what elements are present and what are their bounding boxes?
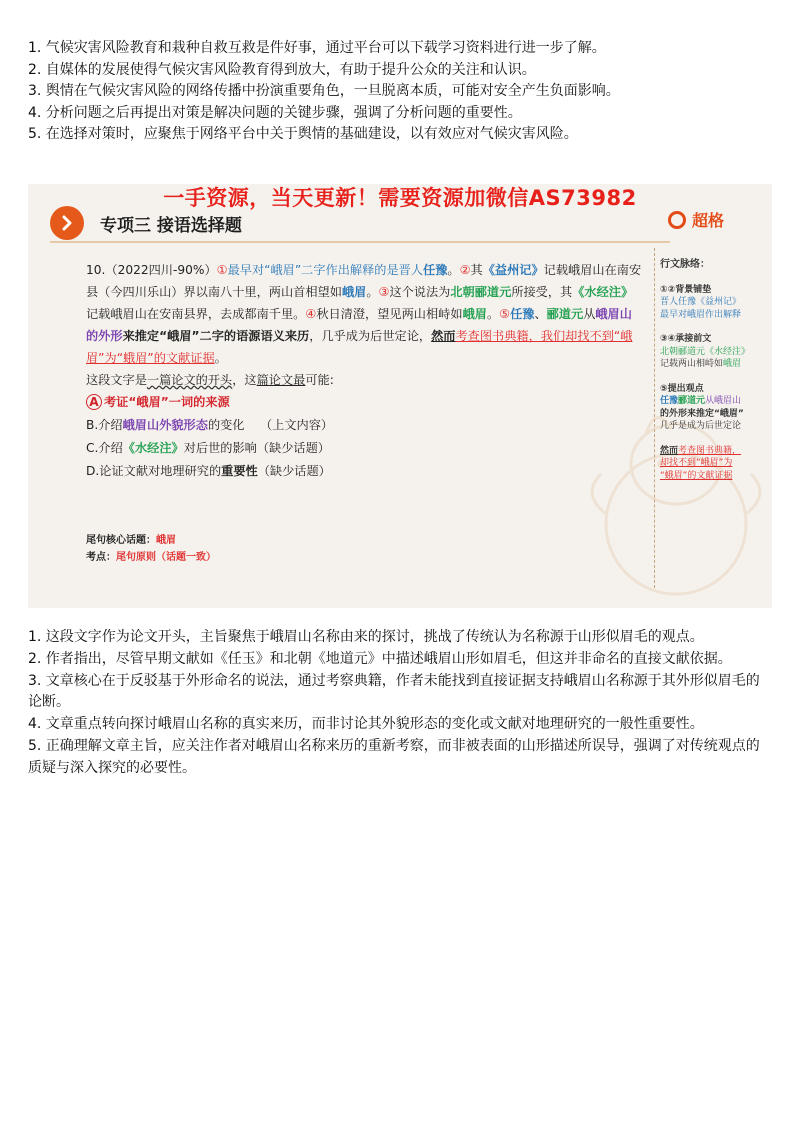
text-p12: 来推定“峨眉”二字的 [122, 329, 237, 343]
text-p3: 记载峨眉山在南安县（今四川乐山）界以南八十里，两山首相望如 [86, 263, 642, 299]
hl-emei-1: 峨眉 [341, 285, 367, 299]
marker-4: ④ [305, 307, 317, 321]
block-1-title: ①②背景铺垫 [660, 284, 712, 295]
block-1-line-2: 最早对峨眉作出解释 [660, 309, 742, 320]
block-3-line-1c: 从峨眉山 [705, 396, 742, 406]
text-p7: 记载峨眉山在安南县界，去成都南千里。 [86, 307, 306, 321]
block-2-line-2 [660, 358, 768, 371]
block-4-line-3: “蛾眉”的文献证据 [660, 470, 733, 481]
prompt-e: 可能: [305, 373, 334, 387]
structure-block-4 [660, 445, 768, 483]
block-2-line-2a: 记载两山相峙如 [660, 359, 724, 369]
hl-ranger: 然而 [431, 329, 456, 343]
top-point-3: 3. 舆情在气候灾害风险的网络传播中扮演重要角色，一旦脱离本质，可能对安全产生负面影响。 [28, 83, 620, 99]
marker-3: ③ [378, 285, 390, 299]
text-p13: 语源语义来历 [236, 329, 310, 343]
block-3-line-1a: 任豫 [660, 396, 679, 406]
top-point-4: 4. 分析问题之后再提出对策是解决问题的关键步骤，强调了分析问题的重要性。 [28, 104, 522, 121]
block-2-line-1: 北朝郦道元《水经注》 [660, 346, 751, 357]
prompt-a: 这段文字是 [86, 373, 147, 387]
hl-li-daoyuan-2: 郦道元 [546, 307, 584, 321]
hl-emei-2: 峨眉 [462, 307, 487, 321]
block-4-line-1 [660, 445, 768, 458]
option-c-hl: 《水经注》 [122, 441, 184, 455]
question-passage [86, 259, 642, 369]
block-4-line-2: 却找不到“峨眉”为 [660, 458, 733, 468]
block-3-title: ⑤提出观点 [660, 383, 704, 394]
bottom-point-5: 5. 正确理解文章主旨，应关注作者对峨眉山名称来历的重新考察，而非被表面的山形描述所误导，强调了对传统观点的质疑与深入探究的必要性。 [28, 737, 760, 776]
hl-ren-yu-2: 任豫 [510, 307, 535, 321]
marker-2: ② [459, 263, 471, 277]
marker-1: ① [216, 263, 228, 277]
core-topic [86, 532, 216, 549]
lecture-slide [28, 184, 772, 608]
option-c-note: （缺少话题） [256, 441, 330, 455]
bottom-point-2: 2. 作者指出，尽管早期文献如《任玉》和北朝《地道元》中描述峨眉山形如眉毛，但这并非命名的直接文献依据。 [28, 650, 732, 667]
punct-10: 、 [534, 307, 547, 321]
top-point-2: 2. 自媒体的发展使得气候灾害风险教育得到放大，有助于提升公众的关注和认识。 [28, 61, 536, 78]
marker-5: ⑤ [499, 307, 511, 321]
test-point-value: 尾句原则（话题一致） [116, 552, 216, 563]
section-title: 专项三 接语选择题 [100, 215, 242, 236]
option-c-suffix: 对后世的影响 [183, 441, 257, 455]
text-p14: ，几乎成为后世定论， [309, 329, 432, 343]
test-point [86, 549, 216, 566]
top-point-1: 1. 气候灾害风险教育和栽种自救互救是件好事，通过平台可以下载学习资料进行进一步了解。 [28, 40, 606, 56]
chevron-right-icon [50, 206, 84, 240]
brand-logo [668, 208, 724, 231]
sentence-1: 最早对“峨眉”二字作出解释的是晋人 [227, 263, 424, 277]
bottom-point-1: 1. 这段文字作为论文开头，主旨聚焦于峨眉山名称由来的探讨，挑战了传统认为名称源于山形似眉毛的观点。 [28, 629, 704, 645]
block-2-line-2b: 峨眉 [723, 359, 742, 369]
prompt-c: ，这 [232, 373, 257, 387]
structure-panel [660, 259, 768, 482]
question-number: 10.（2022四川-90%） [86, 263, 217, 277]
block-1-line-1: 晋人任豫《益州记》 [660, 297, 742, 307]
block-3-line-1b: 郦道元 [678, 396, 706, 406]
core-topic-label: 尾句核心话题： [86, 535, 156, 546]
punct-1: 。 [447, 263, 460, 277]
block-3-line-1 [660, 395, 768, 408]
text-p2: 其 [470, 263, 483, 277]
structure-heading: 行文脉络： [660, 259, 710, 270]
core-topic-value: 峨眉 [156, 535, 176, 546]
prompt-d: 篇论文最 [256, 373, 306, 387]
question-body [86, 259, 642, 483]
question-footer [86, 532, 216, 566]
hl-yizhouji: 《益州记》 [482, 263, 544, 277]
option-b-prefix: B.介绍 [86, 418, 123, 432]
brand-g-icon [668, 211, 686, 229]
option-d[interactable] [86, 460, 642, 483]
option-a-letter: A [86, 394, 102, 410]
option-d-prefix: D.论证文献对地理研究的 [86, 464, 222, 478]
header-divider [50, 241, 670, 243]
option-c[interactable] [86, 437, 642, 460]
bottom-point-3: 3. 文章核心在于反驳基于外形命名的说法，通过考察典籍，作者未能找到直接证据支持峨眉山名称源于其外形似眉毛的论断。 [28, 672, 760, 711]
text-p6: 所接受，其 [511, 285, 573, 299]
option-d-hl: 重要性 [221, 464, 258, 478]
block-4-line-1b: 考查图书典籍， [678, 445, 742, 456]
test-point-label: 考点： [86, 552, 116, 563]
option-a-text: 考证“峨眉”一词的来源 [104, 395, 230, 409]
option-b-hl: 峨眉山外貌形态 [122, 418, 208, 432]
punct-9: 。 [486, 307, 500, 321]
block-2-title: ③④承接前文 [660, 334, 712, 344]
prompt-b: 一篇论文的开头 [146, 373, 233, 387]
punct-4: 。 [366, 285, 379, 299]
hl-shuijingzhu: 《水经注》 [572, 285, 634, 299]
brand-name: 超格 [692, 211, 725, 230]
option-b-suffix: 的变化 [207, 418, 245, 432]
block-4-line-1a: 然而 [660, 445, 679, 456]
option-b[interactable] [86, 414, 642, 437]
option-c-prefix: C.介绍 [86, 441, 123, 455]
text-p5: 这个说法为 [389, 285, 451, 299]
hl-li-daoyuan: 北朝郦道元 [450, 285, 512, 299]
top-summary [28, 38, 778, 146]
option-b-note: （上文内容） [260, 418, 334, 432]
column-divider [654, 248, 655, 588]
option-d-note: （缺少话题） [257, 464, 331, 478]
block-3-line-3: 几乎是成为后世定论 [660, 421, 742, 431]
punct-15: 。 [214, 351, 227, 365]
block-3-line-2: 的外形来推定“峨眉” [660, 408, 744, 419]
hl-emei-shape: 峨眉山的外形 [86, 307, 632, 343]
bottom-summary [28, 627, 768, 780]
bottom-point-4: 4. 文章重点转向探讨峨眉山名称的真实来历，而非讨论其外貌形态的变化或文献对地理研究的一般性重要性。 [28, 716, 704, 733]
hl-ren-yu: 任豫 [423, 263, 448, 277]
text-p8: 秋日清澄，望见两山相峙如 [316, 307, 463, 321]
structure-block-1 [660, 284, 768, 322]
top-point-5: 5. 在选择对策时，应聚焦于网络平台中关于舆情的基础建设，以有效应对气候灾害风险。 [28, 126, 578, 142]
hl-kaocha: 考查图书典籍，我们却找不到“峨眉”为“蛾眉”的文献证据 [86, 329, 633, 365]
structure-block-2 [660, 333, 768, 371]
structure-block-3 [660, 383, 768, 433]
question-prompt [86, 369, 642, 391]
section-header [50, 206, 242, 240]
option-a[interactable] [86, 391, 642, 414]
text-p11: 从 [583, 307, 596, 321]
promo-banner: 一手资源，当天更新！需要资源加微信AS73982 [163, 186, 637, 210]
